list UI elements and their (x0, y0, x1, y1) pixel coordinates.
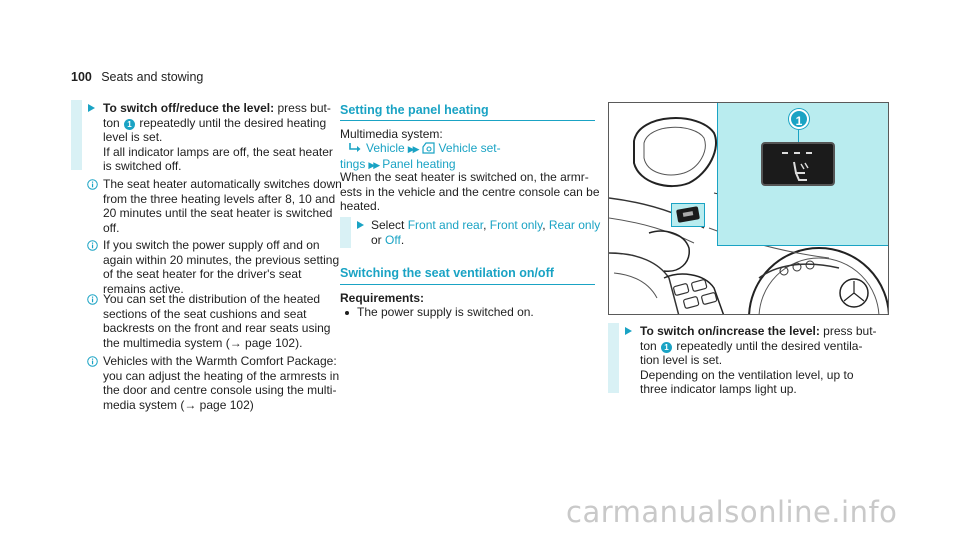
option-front-and-rear[interactable]: Front and rear (407, 218, 484, 232)
option-front-only[interactable]: Front only (489, 218, 543, 232)
info-line: The seat heater automatically switches down (103, 177, 342, 191)
info-note (103, 354, 339, 412)
info-icon (87, 294, 98, 305)
path-vehicle-settings[interactable]: tings (340, 156, 366, 171)
step-text: ton (103, 115, 124, 130)
step-bar-left (71, 100, 82, 170)
info-icon (87, 356, 98, 367)
path-panel-heating[interactable]: Panel heating (382, 156, 456, 171)
car-settings-icon (422, 142, 435, 154)
info-note (103, 238, 339, 296)
number-badge-icon: 1 (789, 109, 809, 129)
indicator-lamp (794, 152, 800, 154)
number-badge-icon: 1 (124, 119, 135, 130)
option-off[interactable]: Off (385, 232, 401, 247)
info-line: again within 20 minutes, the previous setting (103, 252, 340, 267)
step-text: press but- (819, 324, 877, 338)
info-line: you can adjust the heating of the armrests in (103, 368, 340, 383)
info-icon (87, 179, 98, 190)
step-title: To switch off/reduce the level: (103, 101, 275, 115)
info-line: Vehicles with the Warmth Comfort Package: (103, 354, 337, 368)
select-label: Select (371, 218, 408, 232)
info-line: from the three heating levels after 8, 10 and (103, 191, 336, 206)
info-line: off. (103, 220, 120, 235)
path-vehicle[interactable]: Vehicle (366, 141, 405, 155)
return-arrow-icon (348, 142, 362, 154)
info-line: the multimedia system (→ page 102). (103, 335, 303, 350)
info-line: You can set the distribution of the heated (103, 292, 321, 306)
section-heading: Setting the panel heating (340, 103, 489, 117)
step-text: press but- (274, 101, 331, 115)
step-text: repeatedly until the desired ventila- (673, 338, 863, 353)
requirements-title: Requirements: (340, 291, 425, 305)
number-badge-icon: 1 (661, 342, 672, 353)
separator: , (483, 218, 490, 232)
period: . (400, 232, 405, 247)
step-arrow-icon (357, 221, 364, 229)
watermark: carmanualsonline.info (566, 495, 898, 529)
option-rear-only[interactable]: Rear only (548, 218, 601, 232)
switch-off-step (103, 101, 333, 174)
step-text: tion level is set. (640, 353, 723, 368)
menu-path (340, 141, 501, 172)
step-bar-middle (340, 217, 351, 248)
select-options-step (371, 218, 600, 247)
bullet-icon (345, 311, 349, 315)
step-text: ton (640, 338, 661, 353)
step-arrow-icon (88, 104, 95, 112)
info-line: sections of the seat cushions and seat (103, 306, 307, 321)
info-line: If you switch the power supply off and on (103, 238, 320, 252)
step-text: is switched off. (103, 159, 182, 174)
info-line: the door and centre console using the multi- (103, 383, 337, 398)
desc-line: ests in the vehicle and the centre console can be (340, 184, 600, 199)
heading-rule (340, 284, 595, 285)
illustration-frame (608, 102, 889, 315)
path-vehicle-settings[interactable]: Vehicle set- (438, 141, 501, 155)
indicator-lamp (782, 152, 788, 154)
info-note (103, 177, 342, 235)
or-label: or (371, 232, 386, 247)
info-line: 20 minutes until the seat heater is switched (103, 206, 333, 221)
panel-heating-desc (340, 170, 600, 214)
step-text: three indicator lamps light up. (640, 382, 797, 397)
step-arrow-icon (625, 327, 632, 335)
requirement-item: The power supply is switched on. (357, 305, 534, 319)
info-line: media system (→ page 102) (103, 397, 254, 412)
desc-line: When the seat heater is switched on, the armr- (340, 170, 589, 184)
step-text: If all indicator lamps are off, the seat heater (103, 144, 333, 159)
section-heading: Switching the seat ventilation on/off (340, 266, 554, 280)
double-chevron-icon: ▶▶ (407, 144, 418, 154)
switch-on-step (640, 324, 877, 397)
page-header (71, 70, 203, 85)
info-note (103, 292, 330, 350)
step-bar-right (608, 323, 619, 393)
step-text: level is set. (103, 130, 163, 145)
double-chevron-icon: ▶▶ (368, 159, 379, 170)
indicator-lamp (806, 152, 812, 154)
step-text: Depending on the ventilation level, up to (640, 367, 854, 382)
info-line: backrests on the front and rear seats using (103, 321, 331, 336)
info-icon (87, 240, 98, 251)
step-title: To switch on/increase the level: (640, 324, 820, 338)
seat-ventilation-button[interactable] (761, 142, 835, 186)
info-line: remains active. (103, 281, 184, 296)
heading-rule (340, 120, 595, 121)
seat-ventilation-icon (787, 160, 811, 182)
callout-line (798, 130, 799, 142)
info-line: of the seat heater for the driver's seat (103, 267, 302, 282)
step-text: repeatedly until the desired heating (136, 115, 327, 130)
desc-line: heated. (340, 199, 381, 214)
page-number: 100 (71, 70, 92, 84)
multimedia-label: Multimedia system: (340, 127, 443, 141)
separator: , (542, 218, 549, 232)
section-title: Seats and stowing (101, 70, 204, 84)
